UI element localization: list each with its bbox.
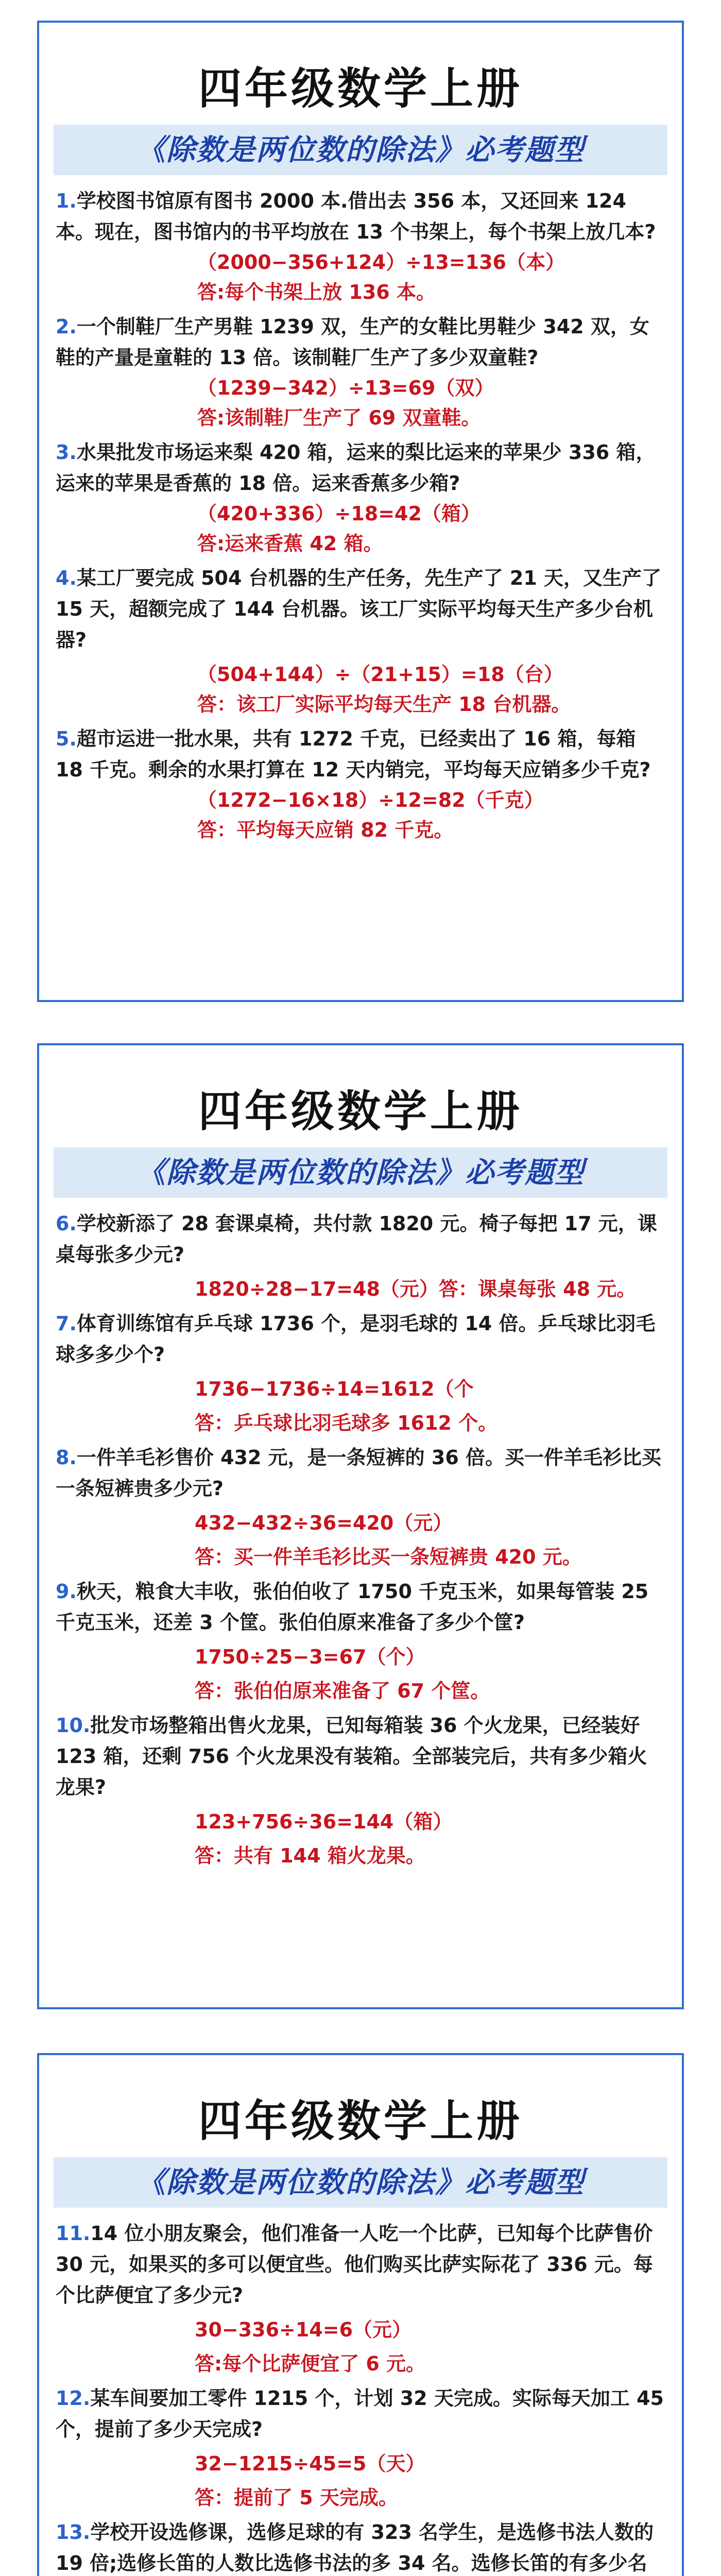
problem-11	[56, 2218, 665, 2379]
problem-formula: （504+144）÷（21+15）=18（台）	[197, 663, 563, 686]
problem-formula: （420+336）÷18=42（箱）	[197, 502, 480, 525]
problem-answer: 答：乒乓球比羽毛球多 1612 个。	[195, 1412, 498, 1434]
problem-formula: （1239−342）÷13=69（双）	[197, 377, 494, 399]
card-title: 四年级数学上册	[198, 2095, 523, 2146]
card-subtitle: 《除数是两位数的除法》必考题型	[54, 1147, 667, 1198]
problem-question: 学校开设选修课，选修足球的有 323 名学生，是选修书法人数的 19 倍;选修长笛的人数比选修书法的多 34 名。选修长笛的有多少名	[56, 2521, 654, 2574]
problem-13	[56, 2517, 665, 2576]
problem-question: 学校图书馆原有图书 2000 本.借出去 356 本，又还回来 124 本。现在，图书馆内的书平均放在 13 个书架上，每个书架上放几本?	[56, 190, 656, 243]
problem-number: 13.	[56, 2521, 91, 2544]
problem-formula: （2000−356+124）÷13=136（本）	[197, 251, 565, 274]
problem-question: 秋天，粮食大丰收，张伯伯收了 1750 千克玉米，如果每管装 25 千克玉米，还差 3 个筐。张伯伯原来准备了多少个筐?	[56, 1580, 649, 1634]
problem-formula: 1820÷28−17=48（元）答：课桌每张 48 元。	[195, 1278, 637, 1300]
problem-question: 学校新添了 28 套课桌椅，共付款 1820 元。椅子每把 17 元，课桌每张多少元?	[56, 1212, 657, 1266]
problem-formula: 123+756÷36=144（箱）	[195, 1810, 453, 1833]
problem-9	[56, 1576, 665, 1706]
problem-3	[56, 437, 665, 558]
problem-8	[56, 1442, 665, 1572]
problem-answer: 答：共有 144 箱火龙果。	[195, 1844, 425, 1867]
problem-number: 4.	[56, 567, 77, 589]
worksheet-card-1	[37, 21, 684, 1002]
problem-question: 14 位小朋友聚会，他们准备一人吃一个比萨，已知每个比萨售价 30 元，如果买的多可以便宜些。他们购买比萨实际花了 336 元。每个比萨便宜了多少元?	[56, 2222, 653, 2307]
problem-answer: 答：张伯伯原来准备了 67 个筐。	[195, 1680, 490, 1702]
problem-1	[56, 185, 665, 307]
problem-answer: 答:每个比萨便宜了 6 元。	[195, 2352, 426, 2375]
problem-question: 批发市场整箱出售火龙果，已知每箱装 36 个火龙果，已经装好 123 箱，还剩 756 个火龙果没有装箱。全部装完后，共有多少箱火龙果?	[56, 1714, 647, 1799]
problem-question: 某工厂要完成 504 台机器的生产任务，先生产了 21 天，又生产了 15 天，超额完成了 144 台机器。该工厂实际平均每天生产多少台机器?	[56, 567, 662, 651]
problem-2	[56, 311, 665, 433]
problem-number: 5.	[56, 727, 77, 750]
problem-answer: 答:该制鞋厂生产了 69 双童鞋。	[197, 406, 481, 429]
problem-number: 8.	[56, 1446, 77, 1469]
card-subtitle: 《除数是两位数的除法》必考题型	[54, 2157, 667, 2208]
problem-formula: （1272−16×18）÷12=82（千克）	[197, 789, 544, 811]
problem-formula: 1736−1736÷14=1612（个	[195, 1378, 474, 1400]
problem-10	[56, 1710, 665, 1871]
problem-number: 12.	[56, 2387, 91, 2410]
card-title: 四年级数学上册	[198, 1086, 523, 1137]
problem-number: 6.	[56, 1212, 77, 1235]
problem-formula: 432−432÷36=420（元）	[195, 1512, 453, 1534]
problem-formula: 30−336÷14=6（元）	[195, 2318, 412, 2341]
problem-formula: 1750÷25−3=67（个）	[195, 1646, 425, 1668]
problem-number: 11.	[56, 2222, 91, 2245]
card-subtitle: 《除数是两位数的除法》必考题型	[54, 125, 667, 175]
problem-answer: 答：平均每天应销 82 千克。	[197, 819, 454, 841]
problem-number: 1.	[56, 190, 77, 212]
problem-answer: 答：该工厂实际平均每天生产 18 台机器。	[197, 693, 571, 716]
problem-formula: 32−1215÷45=5（天）	[195, 2452, 425, 2475]
problem-question: 一件羊毛衫售价 432 元，是一条短裤的 36 倍。买一件羊毛衫比买一条短裤贵多少元?	[56, 1446, 662, 1500]
problem-question: 超市运进一批水果，共有 1272 千克，已经卖出了 16 箱，每箱 18 千克。剩余的水果打算在 12 天内销完，平均每天应销多少千克?	[56, 727, 651, 781]
problem-question: 体育训练馆有乒乓球 1736 个，是羽毛球的 14 倍。乒乓球比羽毛球多多少个?	[56, 1312, 656, 1366]
problem-5	[56, 723, 665, 845]
worksheet-card-3	[37, 2053, 684, 2576]
problem-question: 水果批发市场运来梨 420 箱，运来的梨比运来的苹果少 336 箱，运来的苹果是香蕉的 18 倍。运来香蕉多少箱?	[56, 441, 656, 495]
problem-number: 2.	[56, 315, 77, 338]
card-title: 四年级数学上册	[198, 63, 523, 114]
worksheet-card-2	[37, 1043, 684, 2009]
problem-number: 3.	[56, 441, 77, 464]
problem-12	[56, 2383, 665, 2513]
problem-answer: 答:运来香蕉 42 箱。	[197, 532, 383, 555]
problem-number: 9.	[56, 1580, 77, 1603]
problem-answer: 答：买一件羊毛衫比买一条短裤贵 420 元。	[195, 1546, 582, 1568]
problem-number: 10.	[56, 1714, 91, 1737]
problem-question: 某车间要加工零件 1215 个，计划 32 天完成。实际每天加工 45 个，提前了多少天完成?	[56, 2387, 664, 2441]
problem-7	[56, 1308, 665, 1438]
problem-answer: 答：提前了 5 天完成。	[195, 2486, 398, 2509]
problem-question: 一个制鞋厂生产男鞋 1239 双，生产的女鞋比男鞋少 342 双，女鞋的产量是童鞋的 13 倍。该制鞋厂生产了多少双童鞋?	[56, 315, 649, 369]
problem-6	[56, 1208, 665, 1304]
problem-4	[56, 563, 665, 719]
problem-number: 7.	[56, 1312, 77, 1335]
problem-answer: 答:每个书架上放 136 本。	[197, 281, 436, 303]
